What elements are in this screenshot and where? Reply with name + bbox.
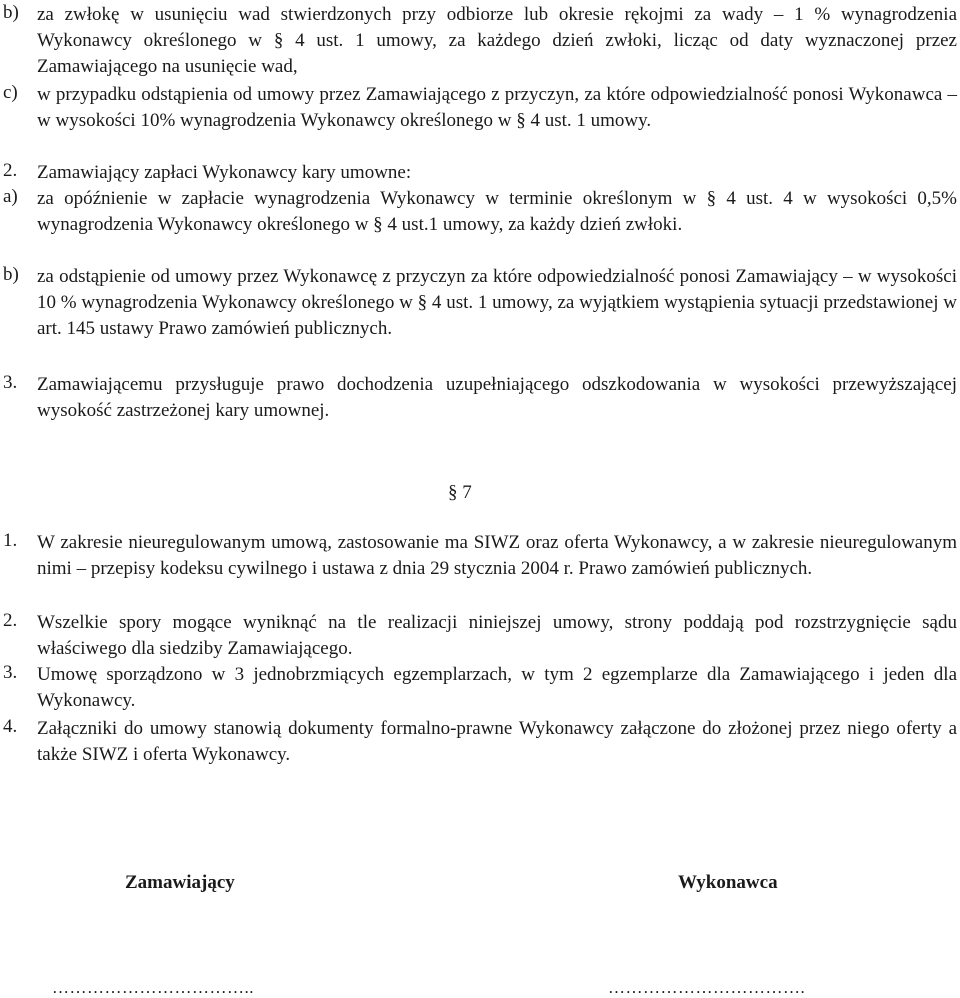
list-item-text: za opóźnienie w zapłacie wynagrodzenia Wykonawcy w terminie określonym w § 4 ust. 4 w wysokości 0,5% wynagrodzenia Wykonawcy określonego w § 4 ust.1 umowy, za każdy dzień zwłoki.: [37, 188, 957, 235]
signature-label-right: Wykonawca: [678, 872, 778, 893]
point-number: 4.: [3, 716, 18, 737]
list-item-text: Wszelkie spory mogące wyniknąć na tle realizacji niniejszej umowy, strony poddają pod rozstrzygnięcie sądu właściwego dla siedziby Zamawiającego.: [37, 612, 957, 659]
signature-line-right: …………………………….: [608, 978, 806, 997]
list-item-text: za zwłokę w usunięciu wad stwierdzonych przy odbiorze lub okresie rękojmi za wady – 1 % wynagrodzenia Wykonawcy określonego w § 4 ust. 1 umowy, za każdego dzień zwłoki, licząc od daty wyznaczonej przez Zamawiającego na usunięcie wad,: [37, 4, 957, 77]
list-item-text: w przypadku odstąpienia od umowy przez Zamawiającego z przyczyn, za które odpowiedzialność ponosi Wykonawca – w wysokości 10% wynagrodzenia Wykonawcy określonego w § 4 ust. 1 umowy.: [37, 84, 957, 131]
signature-line-left: ……………………………..: [52, 978, 254, 997]
point-3-text: Zamawiającemu przysługuje prawo dochodzenia uzupełniającego odszkodowania w wysokości przewyższającej wysokość zastrzeżonej kary umownej.: [37, 374, 957, 421]
list-item-text: Umowę sporządzono w 3 jednobrzmiących egzemplarzach, w tym 2 egzemplarze dla Zamawiającego i jeden dla Wykonawcy.: [37, 664, 957, 711]
list-marker: b): [3, 2, 19, 23]
list-marker: c): [3, 82, 18, 103]
point-number: 3.: [3, 662, 18, 683]
list-item-text: za odstąpienie od umowy przez Wykonawcę z przyczyn za które odpowiedzialność ponosi Zamawiający – w wysokości 10 % wynagrodzenia Wykonawcy określonego w § 4 ust. 1 umowy, za wyjątkiem wystąpienia sytuacji przedstawionej w art. 145 ustawy Prawo zamówień publicznych.: [37, 266, 957, 339]
point-number: 1.: [3, 530, 18, 551]
point-number: 2.: [3, 160, 18, 181]
point-number: 2.: [3, 610, 18, 631]
list-item-text: W zakresie nieuregulowanym umową, zastosowanie ma SIWZ oraz oferta Wykonawcy, a w zakresie nieuregulowanym nimi – przepisy kodeksu cywilnego i ustawa z dnia 29 stycznia 2004 r. Prawo zamówień publicznych.: [37, 532, 957, 579]
point-number: 3.: [3, 372, 18, 393]
signature-label-left: Zamawiający: [125, 872, 235, 893]
list-marker: a): [3, 186, 18, 207]
section-heading: § 7: [448, 482, 472, 503]
point-2-text: Zamawiający zapłaci Wykonawcy kary umowne:: [37, 162, 412, 183]
list-item-text: Załączniki do umowy stanowią dokumenty formalno-prawne Wykonawcy załączone do złożonej przez niego oferty a także SIWZ i oferta Wykonawcy.: [37, 718, 957, 765]
list-marker: b): [3, 264, 19, 285]
